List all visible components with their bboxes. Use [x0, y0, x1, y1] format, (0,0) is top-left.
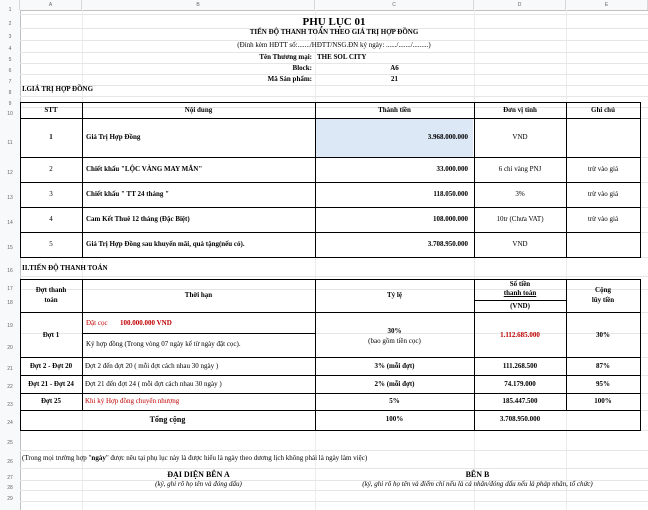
total-amount: 3.708.950.000	[499, 415, 541, 423]
block-label: Block:	[292, 64, 312, 72]
row-header-24[interactable]: 24	[7, 420, 13, 426]
row-header-bar	[0, 10, 21, 510]
row-header-1[interactable]: 1	[8, 7, 12, 13]
t1-unit: VND	[512, 133, 528, 141]
product-value: 21	[391, 75, 398, 83]
grid-line	[20, 490, 648, 491]
t2-amount: 74.179.000	[504, 380, 536, 388]
t2-cumulative: 95%	[596, 380, 610, 388]
deposit-value: 100.000.000 VND	[120, 319, 172, 327]
t2-term: Đợt 21 đến đợt 24 ( mỗi đợt cách nhau 30 ngày )	[85, 380, 222, 388]
t2-header-term: Thời hạn	[184, 291, 213, 299]
row-header-10[interactable]: 10	[7, 111, 13, 117]
t2-period: Đợt 2 - Đợt 20	[29, 362, 73, 370]
t2-header-amount: Số tiền	[509, 280, 531, 288]
grid-line	[20, 14, 648, 15]
t2-period: Đợt 1	[42, 331, 60, 339]
row-header-23[interactable]: 23	[7, 402, 13, 408]
project-value: THE SOL CITY	[317, 53, 367, 61]
t1-content: Chiết khấu " TT 24 tháng "	[86, 190, 169, 198]
row-header-12[interactable]: 12	[7, 170, 13, 176]
page-subtitle: TIẾN ĐỘ THANH TOÁN THEO GIÁ TRỊ HỢP ĐỒNG	[249, 28, 419, 36]
t2-term: Đợt 2 đến đợt 20 ( mỗi đợt cách nhau 30 ngày )	[85, 362, 219, 370]
deposit-label: Đặt cọc	[86, 319, 108, 327]
t1-stt: 5	[49, 240, 53, 248]
row-header-15[interactable]: 15	[7, 245, 13, 251]
row-header-7[interactable]: 7	[8, 79, 12, 85]
total-ratio: 100%	[385, 415, 404, 423]
t2-ratio-note: (bao gồm tiền cọc)	[368, 337, 421, 345]
day-definition-note: (Trong mọi trường hợp "ngày" được nêu tại phụ lục này là được hiểu là ngày theo dương lịch không phải là ngày làm việc)	[22, 454, 368, 462]
t2-header-period-2: toán	[44, 296, 58, 304]
t2-term: Khi ký Hợp đồng chuyển nhượng	[85, 397, 180, 405]
column-header-bar	[0, 0, 648, 11]
t2-header-cumulative: Cộng	[595, 286, 611, 294]
t2-header-period: Đợt thanh	[35, 286, 67, 294]
t1-note: trừ vào giá	[587, 165, 619, 173]
row-header-4[interactable]: 4	[8, 46, 12, 52]
t1-note: trừ vào giá	[587, 190, 619, 198]
t2-ratio: 5%	[389, 397, 400, 405]
row-header-11[interactable]: 11	[7, 140, 13, 146]
sign-contract-term: Ký hợp đồng (Trong vòng 07 ngày kể từ ngày đặt cọc).	[86, 340, 241, 348]
t1-header-note: Ghi chú	[591, 106, 615, 114]
row-header-14[interactable]: 14	[7, 220, 13, 226]
row-header-17[interactable]: 17	[7, 286, 13, 292]
row-header-28[interactable]: 28	[7, 485, 13, 491]
grid-line	[20, 450, 648, 451]
row-header-25[interactable]: 25	[7, 440, 13, 446]
block-value: A6	[390, 64, 399, 72]
party-a-instruction: (ký, ghi rõ họ tên và đóng dấu)	[155, 480, 242, 488]
total-label: Tổng cộng	[149, 415, 186, 424]
t2-header-cumulative-2: lũy tiền	[591, 296, 615, 304]
row-header-22[interactable]: 22	[7, 384, 13, 390]
row-header-5[interactable]: 5	[8, 57, 12, 63]
t2-amount: 1.112.685.000	[500, 331, 540, 339]
row-header-6[interactable]: 6	[8, 68, 12, 74]
column-header-b[interactable]: B	[82, 0, 315, 10]
row-header-13[interactable]: 13	[7, 195, 13, 201]
t1-amount: 3.708.950.000	[427, 240, 468, 248]
t2-header-ratio: Tỷ lệ	[387, 291, 402, 299]
t2-cumulative: 30%	[596, 331, 610, 339]
section2-title: II.TIẾN ĐỘ THANH TOÁN	[22, 264, 108, 272]
t2-cumulative: 100%	[594, 397, 612, 405]
t1-amount: 108.000.000	[433, 215, 468, 223]
row-header-8[interactable]: 8	[8, 90, 12, 96]
t1-header-stt: STT	[44, 106, 58, 114]
project-label: Tên Thương mại:	[259, 53, 312, 61]
t2-amount: 111.268.500	[502, 362, 538, 370]
t1-stt: 2	[49, 165, 53, 173]
row-header-26[interactable]: 26	[7, 459, 13, 465]
grid-line	[20, 276, 648, 277]
t1-unit: 6 chỉ vàng PNJ	[498, 165, 542, 173]
section1-title: I.GIÁ TRỊ HỢP ĐỒNG	[22, 85, 94, 93]
party-a-title: ĐẠI DIỆN BÊN A	[167, 470, 230, 479]
t2-ratio: 2% (mỗi đợt)	[374, 380, 415, 388]
t1-note: trừ vào giá	[587, 215, 619, 223]
party-b-title: BÊN B	[465, 470, 490, 479]
grid-line	[20, 96, 648, 97]
t2-ratio: 3% (mỗi đợt)	[374, 362, 415, 370]
t2-period: Đợt 21 - Đợt 24	[28, 380, 74, 388]
row-header-20[interactable]: 20	[7, 345, 13, 351]
column-header-a[interactable]: A	[20, 0, 82, 10]
t2-header-amount-unit: (VND)	[510, 302, 530, 310]
row-header-29[interactable]: 29	[7, 496, 13, 502]
row-header-9[interactable]: 9	[8, 101, 12, 107]
t1-amount: 118.050.000	[433, 190, 468, 198]
t1-unit: 10tr (Chưa VAT)	[496, 215, 544, 223]
row-header-18[interactable]: 18	[7, 300, 13, 306]
grid-line	[20, 85, 648, 86]
t1-content: Giá Trị Hợp Đồng sau khuyến mãi, quà tặng(nếu có).	[86, 240, 245, 248]
t1-stt: 3	[49, 190, 53, 198]
row-header-21[interactable]: 21	[7, 366, 13, 372]
t1-amount: 3.968.000.000	[427, 133, 468, 141]
t1-header-amount: Thành tiền	[378, 106, 411, 114]
t1-amount: 33.000.000	[436, 165, 468, 173]
row-header-3[interactable]: 3	[8, 34, 12, 40]
t2-ratio: 30%	[387, 327, 402, 335]
t1-header-content: Nội dung	[184, 106, 213, 114]
grid-line	[20, 74, 648, 75]
grid-line	[20, 468, 648, 469]
t1-stt: 1	[49, 133, 53, 141]
t1-content: Giá Trị Hợp Đồng	[86, 133, 141, 141]
t2-period: Đợt 25	[40, 397, 61, 405]
t1-unit: VND	[512, 240, 528, 248]
column-header-d[interactable]: D	[474, 0, 566, 10]
t1-content: Chiết khấu "LỘC VÀNG MAY MẮN"	[86, 165, 203, 173]
t1-content: Cam Kết Thuê 12 tháng (Đặc Biệt)	[86, 215, 190, 223]
grid-line	[20, 501, 648, 502]
attachment-note: (Đính kèm HĐTT số:......./HĐTT/NSG.ĐN ký ngày: ....../......./.........)	[237, 41, 431, 49]
row-header-16[interactable]: 16	[7, 268, 13, 274]
t2-header-amount-2: thanh toán	[503, 289, 537, 297]
t1-unit: 3%	[515, 190, 525, 198]
product-label: Mã Sản phẩm:	[267, 75, 312, 83]
grid-line	[20, 63, 648, 64]
t2-amount: 185.447.500	[502, 397, 538, 405]
row-header-19[interactable]: 19	[7, 323, 13, 329]
column-header-c[interactable]: C	[315, 0, 474, 10]
t1-header-unit: Đơn vị tính	[503, 106, 537, 114]
party-b-instruction: (ký, ghi rõ họ tên và điểm chỉ nếu là cá nhân/đóng dấu nếu là pháp nhân, tổ chức)	[362, 480, 593, 488]
column-header-e[interactable]: E	[566, 0, 648, 10]
row-header-2[interactable]: 2	[8, 21, 12, 27]
t2-cumulative: 87%	[596, 362, 610, 370]
t1-stt: 4	[49, 215, 53, 223]
row-header-27[interactable]: 27	[7, 475, 13, 481]
page-title: PHỤ LỤC 01	[302, 16, 366, 28]
